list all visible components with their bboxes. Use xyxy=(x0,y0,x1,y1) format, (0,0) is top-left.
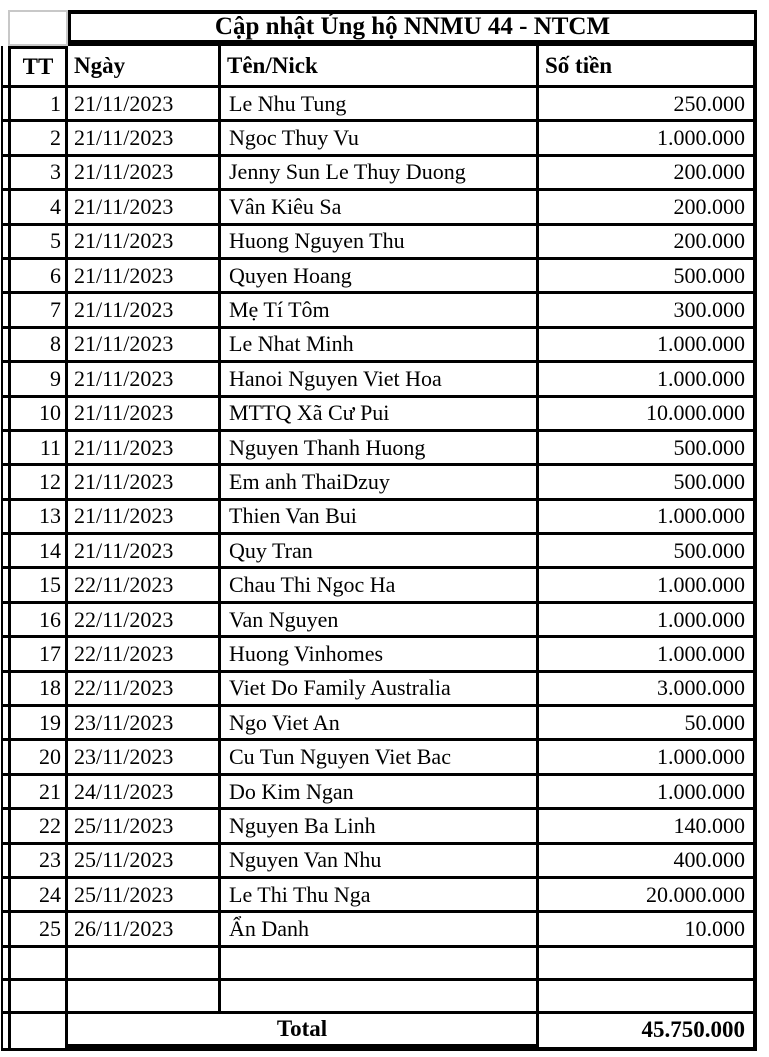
name-cell: Cu Tun Nguyen Viet Bac xyxy=(221,741,539,775)
left-edge-sliver xyxy=(1,569,8,603)
left-edge-sliver xyxy=(1,604,8,638)
date-cell xyxy=(68,981,221,1014)
name-cell: Huong Vinhomes xyxy=(221,638,539,672)
date-cell: 21/11/2023 xyxy=(68,226,221,260)
left-edge-sliver xyxy=(1,226,8,260)
amount-cell: 10.000.000 xyxy=(539,398,757,432)
row-index-cell xyxy=(8,981,68,1014)
date-cell: 24/11/2023 xyxy=(68,776,221,810)
left-edge-sliver xyxy=(1,88,8,122)
table-row xyxy=(1,707,757,741)
amount-cell: 200.000 xyxy=(539,157,757,191)
date-cell: 21/11/2023 xyxy=(68,432,221,466)
amount-cell: 20.000.000 xyxy=(539,879,757,913)
name-cell: Nguyen Thanh Huong xyxy=(221,432,539,466)
date-cell: 22/11/2023 xyxy=(68,638,221,672)
amount-cell: 500.000 xyxy=(539,535,757,569)
amount-cell xyxy=(539,948,757,981)
total-row xyxy=(1,1014,757,1051)
name-cell: Le Nhat Minh xyxy=(221,329,539,363)
amount-cell: 250.000 xyxy=(539,88,757,122)
name-cell xyxy=(221,981,539,1014)
name-cell: Hanoi Nguyen Viet Hoa xyxy=(221,363,539,397)
left-edge-sliver xyxy=(1,913,8,947)
left-edge-sliver xyxy=(1,122,8,156)
row-index-cell: 23 xyxy=(8,845,68,879)
row-index-cell: 1 xyxy=(8,88,68,122)
date-cell: 25/11/2023 xyxy=(68,810,221,844)
row-index-cell: 15 xyxy=(8,569,68,603)
row-index-cell: 21 xyxy=(8,776,68,810)
left-edge-sliver xyxy=(1,535,8,569)
name-cell: MTTQ Xã Cư Pui xyxy=(221,398,539,432)
left-edge-sliver xyxy=(1,879,8,913)
date-cell: 22/11/2023 xyxy=(68,569,221,603)
date-cell: 22/11/2023 xyxy=(68,673,221,707)
amount-cell: 200.000 xyxy=(539,226,757,260)
row-index-cell: 5 xyxy=(8,226,68,260)
table-row xyxy=(1,157,757,191)
left-edge-sliver xyxy=(1,981,8,1014)
total-label: Total xyxy=(68,1014,539,1051)
table-row xyxy=(1,466,757,500)
date-cell: 21/11/2023 xyxy=(68,535,221,569)
amount-cell: 500.000 xyxy=(539,466,757,500)
amount-cell: 500.000 xyxy=(539,432,757,466)
amount-cell: 50.000 xyxy=(539,707,757,741)
left-edge-sliver xyxy=(1,638,8,672)
left-edge-sliver xyxy=(1,673,8,707)
name-cell: Jenny Sun Le Thuy Duong xyxy=(221,157,539,191)
date-cell: 21/11/2023 xyxy=(68,294,221,328)
table-row xyxy=(1,604,757,638)
name-cell: Do Kim Ngan xyxy=(221,776,539,810)
row-index-cell: 12 xyxy=(8,466,68,500)
row-index-cell: 24 xyxy=(8,879,68,913)
row-index-cell: 8 xyxy=(8,329,68,363)
left-edge-sliver xyxy=(1,191,8,225)
amount-cell: 1.000.000 xyxy=(539,741,757,775)
row-index-cell: 6 xyxy=(8,260,68,294)
date-cell: 25/11/2023 xyxy=(68,879,221,913)
row-index-cell: 18 xyxy=(8,673,68,707)
left-edge-sliver xyxy=(1,1014,8,1051)
row-index-cell: 14 xyxy=(8,535,68,569)
table-row xyxy=(1,88,757,122)
name-cell: Vân Kiêu Sa xyxy=(221,191,539,225)
date-cell: 22/11/2023 xyxy=(68,604,221,638)
left-edge-sliver xyxy=(1,776,8,810)
table-row xyxy=(1,673,757,707)
name-cell: Thien Van Bui xyxy=(221,501,539,535)
title-row xyxy=(1,10,757,46)
table-row xyxy=(1,432,757,466)
name-cell: Ngoc Thuy Vu xyxy=(221,122,539,156)
table-row xyxy=(1,363,757,397)
table-row xyxy=(1,122,757,156)
date-cell: 21/11/2023 xyxy=(68,88,221,122)
left-edge-sliver xyxy=(1,845,8,879)
table-row xyxy=(1,845,757,879)
amount-cell: 1.000.000 xyxy=(539,122,757,156)
header-row xyxy=(1,46,757,88)
left-edge-sliver xyxy=(1,157,8,191)
left-edge-sliver xyxy=(1,260,8,294)
date-cell: 23/11/2023 xyxy=(68,741,221,775)
table-row xyxy=(1,535,757,569)
left-edge-sliver xyxy=(1,398,8,432)
date-cell: 21/11/2023 xyxy=(68,122,221,156)
amount-cell: 1.000.000 xyxy=(539,329,757,363)
table-row xyxy=(1,398,757,432)
left-edge-sliver xyxy=(1,10,8,46)
name-cell: Huong Nguyen Thu xyxy=(221,226,539,260)
table-row xyxy=(1,741,757,775)
row-index-cell: 13 xyxy=(8,501,68,535)
row-index-cell: 2 xyxy=(8,122,68,156)
left-edge-sliver xyxy=(1,810,8,844)
amount-cell: 300.000 xyxy=(539,294,757,328)
amount-cell: 140.000 xyxy=(539,810,757,844)
table-row xyxy=(1,260,757,294)
amount-cell: 1.000.000 xyxy=(539,501,757,535)
table-row xyxy=(1,569,757,603)
donation-table xyxy=(1,10,757,1051)
date-cell: 21/11/2023 xyxy=(68,157,221,191)
left-edge-sliver xyxy=(1,466,8,500)
amount-cell: 1.000.000 xyxy=(539,604,757,638)
col-header-amount: Số tiền xyxy=(539,46,757,88)
name-cell: Quy Tran xyxy=(221,535,539,569)
row-index-cell: 20 xyxy=(8,741,68,775)
left-edge-sliver xyxy=(1,363,8,397)
amount-cell: 1.000.000 xyxy=(539,776,757,810)
table-row xyxy=(1,638,757,672)
date-cell: 21/11/2023 xyxy=(68,363,221,397)
row-index-cell: 4 xyxy=(8,191,68,225)
col-header-date: Ngày xyxy=(68,46,221,88)
name-cell: Ngo Viet An xyxy=(221,707,539,741)
table-row xyxy=(1,191,757,225)
row-index-cell: 7 xyxy=(8,294,68,328)
table-row xyxy=(1,329,757,363)
corner-empty-cell xyxy=(8,10,68,46)
name-cell: Nguyen Van Nhu xyxy=(221,845,539,879)
name-cell: Viet Do Family Australia xyxy=(221,673,539,707)
amount-cell xyxy=(539,981,757,1014)
name-cell: Le Nhu Tung xyxy=(221,88,539,122)
row-index-cell: 11 xyxy=(8,432,68,466)
table-row xyxy=(1,501,757,535)
date-cell: 26/11/2023 xyxy=(68,913,221,947)
name-cell: Van Nguyen xyxy=(221,604,539,638)
table-row xyxy=(1,776,757,810)
left-edge-sliver xyxy=(1,46,8,88)
date-cell: 21/11/2023 xyxy=(68,466,221,500)
empty-row xyxy=(1,981,757,1014)
name-cell xyxy=(221,948,539,981)
date-cell: 23/11/2023 xyxy=(68,707,221,741)
table-row xyxy=(1,879,757,913)
row-index-cell: 9 xyxy=(8,363,68,397)
amount-cell: 400.000 xyxy=(539,845,757,879)
left-edge-sliver xyxy=(1,948,8,981)
table-row xyxy=(1,810,757,844)
amount-cell: 500.000 xyxy=(539,260,757,294)
row-index-cell: 25 xyxy=(8,913,68,947)
amount-cell: 200.000 xyxy=(539,191,757,225)
left-edge-sliver xyxy=(1,432,8,466)
row-index-cell: 19 xyxy=(8,707,68,741)
left-edge-sliver xyxy=(1,707,8,741)
table-row xyxy=(1,226,757,260)
col-header-tt: TT xyxy=(8,46,68,88)
table-title: Cập nhật Ủng hộ NNMU 44 - NTCM xyxy=(68,10,757,46)
date-cell: 21/11/2023 xyxy=(68,501,221,535)
col-header-name: Tên/Nick xyxy=(221,46,539,88)
left-edge-sliver xyxy=(1,294,8,328)
left-edge-sliver xyxy=(1,501,8,535)
name-cell: Em anh ThaiDzuy xyxy=(221,466,539,500)
name-cell: Chau Thi Ngoc Ha xyxy=(221,569,539,603)
row-index-cell: 17 xyxy=(8,638,68,672)
name-cell: Nguyen Ba Linh xyxy=(221,810,539,844)
left-edge-sliver xyxy=(1,741,8,775)
date-cell: 21/11/2023 xyxy=(68,398,221,432)
left-edge-sliver xyxy=(1,329,8,363)
date-cell: 21/11/2023 xyxy=(68,329,221,363)
name-cell: Quyen Hoang xyxy=(221,260,539,294)
amount-cell: 1.000.000 xyxy=(539,638,757,672)
table-row xyxy=(1,294,757,328)
table-row xyxy=(1,913,757,947)
row-index-cell: 3 xyxy=(8,157,68,191)
date-cell: 21/11/2023 xyxy=(68,260,221,294)
name-cell: Mẹ Tí Tôm xyxy=(221,294,539,328)
date-cell xyxy=(68,948,221,981)
name-cell: Le Thi Thu Nga xyxy=(221,879,539,913)
date-cell: 25/11/2023 xyxy=(68,845,221,879)
name-cell: Ẩn Danh xyxy=(221,913,539,947)
row-index-cell xyxy=(8,948,68,981)
date-cell: 21/11/2023 xyxy=(68,191,221,225)
amount-cell: 1.000.000 xyxy=(539,569,757,603)
row-index-cell: 16 xyxy=(8,604,68,638)
amount-cell: 3.000.000 xyxy=(539,673,757,707)
row-index-cell: 10 xyxy=(8,398,68,432)
total-empty-cell xyxy=(8,1014,68,1051)
amount-cell: 1.000.000 xyxy=(539,363,757,397)
empty-row xyxy=(1,948,757,981)
amount-cell: 10.000 xyxy=(539,913,757,947)
total-amount: 45.750.000 xyxy=(539,1014,757,1051)
row-index-cell: 22 xyxy=(8,810,68,844)
